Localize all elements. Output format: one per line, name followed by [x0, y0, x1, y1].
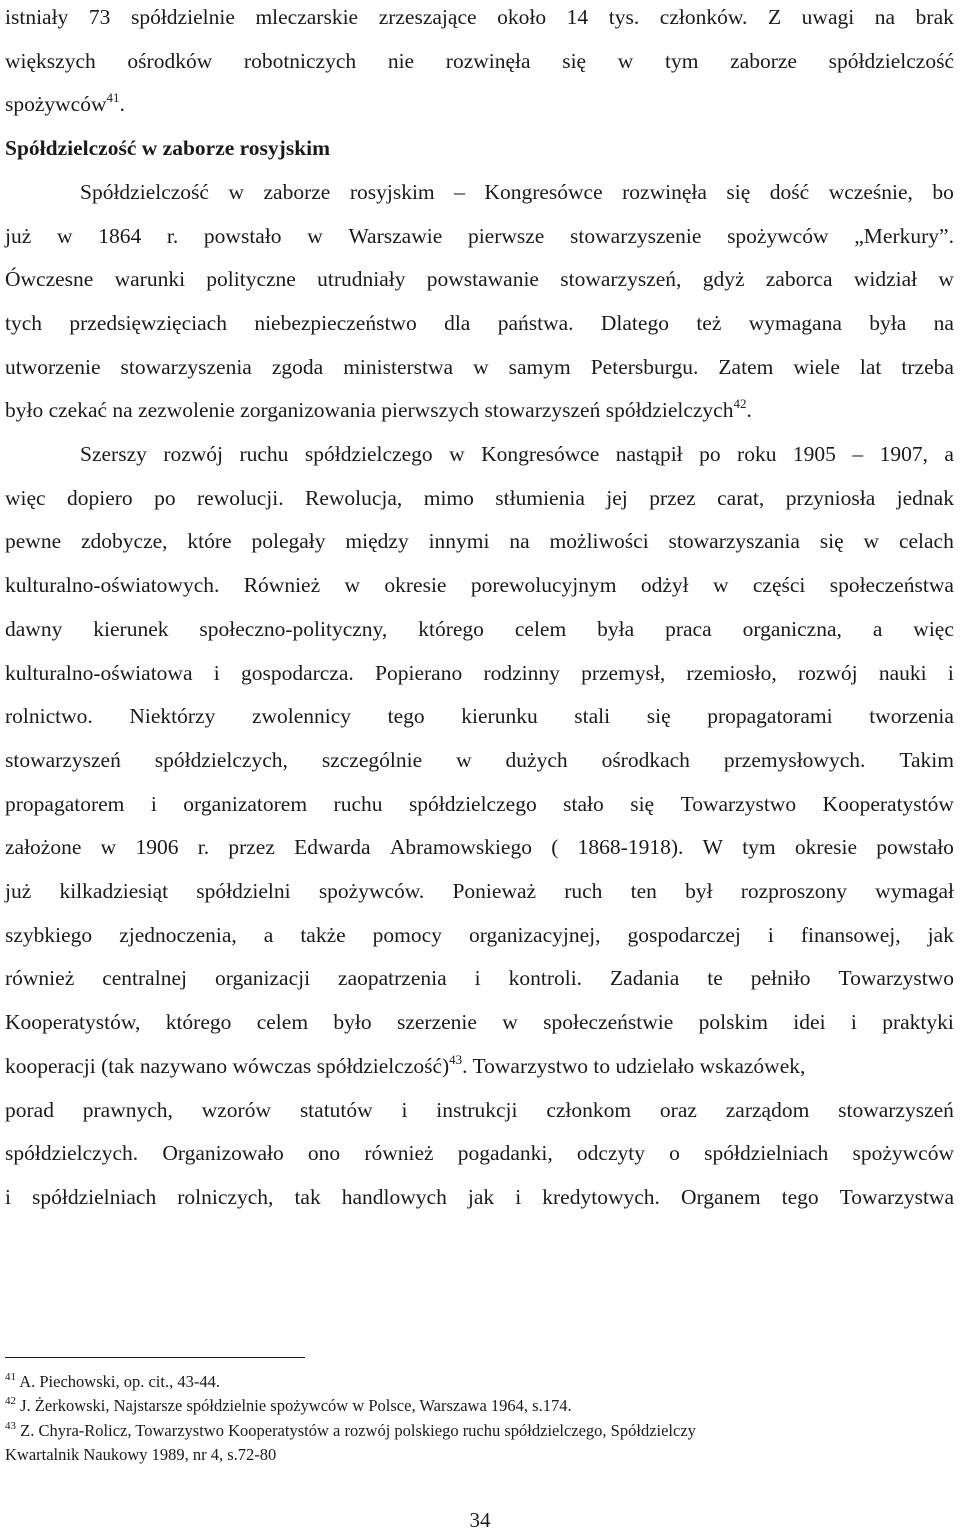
- footnote-ref: 43: [449, 1051, 463, 1067]
- text-line: Ówczesne warunki polityczne utrudniały powstawanie stowarzyszeń, gdyż zaborca widział w: [5, 267, 954, 292]
- footnote-number: 41: [5, 1371, 16, 1383]
- text-line: Kooperatystów, którego celem było szerzenie w społeczeństwie polskim idei i praktyki: [5, 1010, 954, 1035]
- text-line: stowarzyszeń spółdzielczych, szczególnie w dużych ośrodkach przemysłowych. Takim: [5, 747, 954, 772]
- text-line: już w 1864 r. powstało w Warszawie pierwsze stowarzyszenie spożywców „Merkury”.: [5, 223, 954, 248]
- text-line: tych przedsięwzięciach niebezpieczeństwo dla państwa. Dlatego też wymagana była na: [5, 310, 954, 335]
- footnote-text: A. Piechowski, op. cit., 43-44.: [19, 1372, 220, 1391]
- text-line: założone w 1906 r. przez Edwarda Abramowskiego ( 1868-1918). W tym okresie powstało: [5, 835, 954, 860]
- footnote: [5, 1371, 220, 1393]
- text-line: kulturalno-oświatowa i gospodarcza. Popierano rodzinny przemysł, rzemiosło, rozwój nauki i: [5, 660, 954, 685]
- text-line: było czekać na zezwolenie zorganizowania pierwszych stowarzyszeń spółdzielczych$^{42}$.: [5, 396, 752, 423]
- footnote: [5, 1444, 276, 1466]
- text-line: dawny kierunek społeczno-polityczny, którego celem była praca organiczna, a więc: [5, 616, 954, 641]
- text-line: więc dopiero po rewolucji. Rewolucja, mimo stłumienia jej przez carat, przyniosła jednak: [5, 485, 954, 510]
- text-line: spożywców$^{41}$.: [5, 90, 125, 117]
- text-line: spółdzielczych. Organizowało ono również pogadanki, odczyty o spółdzielniach spożywców: [5, 1141, 954, 1166]
- text-line: propagatorem i organizatorem ruchu spółdzielczego stało się Towarzystwo Kooperatystów: [5, 791, 954, 816]
- text-line: również centralnej organizacji zaopatrzenia i kontroli. Zadania te pełniło Towarzystwo: [5, 966, 954, 991]
- section-heading: Spółdzielczość w zaborze rosyjskim: [5, 136, 331, 161]
- text-line: szybkiego zjednoczenia, a także pomocy organizacyjnej, gospodarczej i finansowej, jak: [5, 922, 954, 947]
- footnote-separator: [5, 1357, 305, 1358]
- footnote-ref: 41: [106, 90, 120, 106]
- footnote-number: 43: [5, 1420, 16, 1432]
- text-line: i spółdzielniach rolniczych, tak handlowych jak i kredytowych. Organem tego Towarzystwa: [5, 1184, 954, 1209]
- text-line: istniały 73 spółdzielnie mleczarskie zrzeszające około 14 tys. członków. Z uwagi na brak: [5, 5, 954, 29]
- footnote-text: Z. Chyra-Rolicz, Towarzystwo Kooperatystów a rozwój polskiego ruchu spółdzielczego, Spółdzielczy: [20, 1421, 696, 1440]
- footnote: [5, 1420, 696, 1442]
- page-number: 34: [469, 1508, 491, 1532]
- text-line: pewne zdobycze, które polegały między innymi na możliwości stowarzyszania się w celach: [5, 529, 954, 554]
- text-line: Spółdzielczość w zaborze rosyjskim – Kongresówce rozwinęła się dość wcześnie, bo: [80, 179, 954, 204]
- footnote-ref: 42: [733, 396, 747, 412]
- text-line: utworzenie stowarzyszenia zgoda ministerstwa w samym Petersburgu. Zatem wiele lat trzeba: [5, 354, 954, 379]
- footnote-number: 42: [5, 1395, 16, 1407]
- text-line: większych ośrodków robotniczych nie rozwinęła się w tym zaborze spółdzielczość: [5, 48, 954, 73]
- footnote-text: J. Żerkowski, Najstarsze spółdzielnie spożywców w Polsce, Warszawa 1964, s.174.: [20, 1396, 572, 1415]
- text-line: kooperacji (tak nazywano wówczas spółdzielczość)$^{43}$. Towarzystwo to udzielało wskazówek,: [5, 1051, 806, 1078]
- footnote: [5, 1395, 572, 1417]
- text-line: rolnictwo. Niektórzy zwolennicy tego kierunku stali się propagatorami tworzenia: [5, 704, 954, 729]
- footnote-text: Kwartalnik Naukowy 1989, nr 4, s.72-80: [5, 1445, 277, 1464]
- text-line: już kilkadziesiąt spółdzielni spożywców. Ponieważ ruch ten był rozproszony wymagał: [5, 879, 954, 903]
- text-line: porad prawnych, wzorów statutów i instrukcji członkom oraz zarządom stowarzyszeń: [5, 1097, 954, 1122]
- text-line: Szerszy rozwój ruchu spółdzielczego w Kongresówce nastąpił po roku 1905 – 1907, a: [80, 442, 954, 466]
- text-line: kulturalno-oświatowych. Również w okresie porewolucyjnym odżył w części społeczeństwa: [5, 573, 954, 598]
